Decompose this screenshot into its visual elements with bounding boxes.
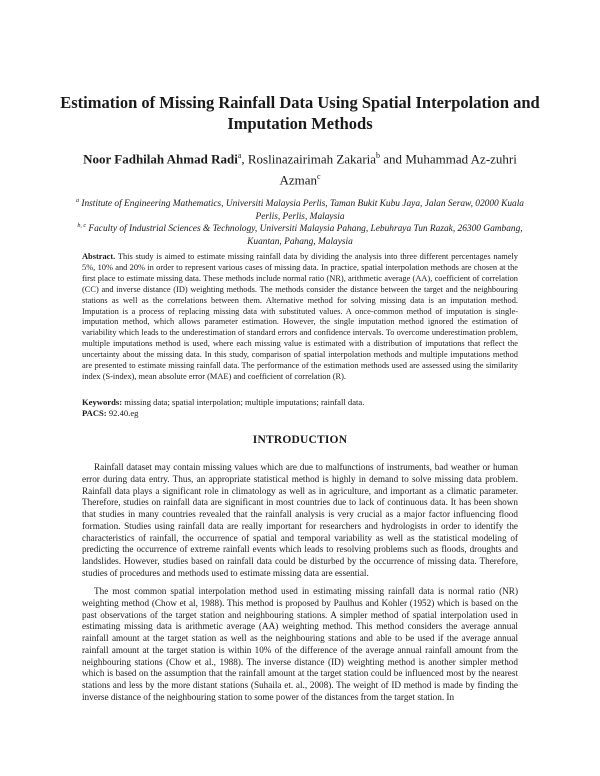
body-paragraph: The most common spatial interpolation method used in estimating missing rainfall data is normal ratio (NR) weighting method (Chow et al, 1988). This method is proposed by Paulhus and Kohler (1952) which is based on the past observations of the target station and neighbouring stations. A simpler method of spatial interpolation used in estimating missing data is arithmetic average (AA) weighting method. This method considers the average annual rainfall amount at the target station as well as the neighbouring stations and able to be used if the average annual rainfall amount at the target station is within 10% of the difference of the average annual rainfall amount from the neighbouring stations (Chow et al., 1988). The inverse distance (ID) weighting method is another simpler method which is based on the assumption that the rainfall amount at the target station could be influenced most by the nearest stations and less by the more distant stations (Suhaila et. al., 2008). The weight of ID method is made by finding the inverse distance of the neighbouring station to some power of the distances from the target station. In bbox=[82, 586, 518, 702]
abstract bbox=[82, 252, 518, 383]
keywords bbox=[82, 397, 518, 408]
author-name: Noor Fadhilah Ahmad Radi bbox=[83, 151, 238, 167]
author-superscript: c bbox=[316, 172, 321, 182]
author-superscript: b bbox=[376, 151, 381, 160]
pacs-label: PACS: bbox=[82, 408, 107, 418]
pacs bbox=[82, 408, 518, 419]
section-heading: INTRODUCTION bbox=[252, 434, 348, 446]
author-superscript: a bbox=[237, 151, 242, 160]
author-separator: , bbox=[241, 151, 248, 167]
affiliation-superscript: a bbox=[75, 198, 79, 204]
body-paragraph: Rainfall dataset may contain missing values which are due to malfunctions of instruments, bad weather or human error during data entry. Thus, an appropriate statistical method is highly in demand to solve missing data problem. Rainfall data plays a significant role in climatology as well as in agriculture, and important as a climatic parameter. Therefore, studies on rainfall data are significant in most countries due to lack of continuous data. It has been shown that studies in many countries revealed that the rainfall analysis is very crucial as a major factor influencing flood formation. Studies using rainfall data are really important for researchers and hydrologists in order to identify the characteristics of rainfall, the occurrence of spatial and temporal variability as well as the statistical modeling of predicting the occurrence of extreme rainfall events which leads to resolving problems such as floods, droughts and landslides. However, studies based on rainfall data could be disturbed by the occurrence of missing data. Therefore, studies of procedures and methods used to estimate missing data are essential. bbox=[82, 462, 518, 578]
affiliation-text: Faculty of Industrial Sciences & Technology, Universiti Malaysia Pahang, Lebuhraya Tun Razak, 26300 Gambang, Kuantan, Pahang, Malaysia bbox=[88, 224, 523, 247]
abstract-label: Abstract. bbox=[82, 252, 116, 261]
author-name: Muhammad Az-zuhri Azman bbox=[279, 151, 517, 188]
pacs-text: 92.40.eg bbox=[108, 408, 139, 418]
keywords-text: missing data; spatial interpolation; multiple imputations; rainfall data. bbox=[124, 397, 365, 407]
affiliation-text: Institute of Engineering Mathematics, Universiti Malaysia Perlis, Taman Bukit Kubu Jaya, Jalan Seraw, 02000 Kuala Perlis, Perlis, Malaysia bbox=[81, 199, 524, 222]
paper-title: Estimation of Missing Rainfall Data Using Spatial Interpolation and Imputation Methods bbox=[60, 93, 540, 133]
author-name: Roslinazairimah Zakaria bbox=[247, 151, 377, 167]
author-separator: and bbox=[380, 151, 406, 167]
author-list bbox=[80, 147, 520, 190]
keywords-label: Keywords: bbox=[82, 397, 123, 407]
abstract-text: This study is aimed to estimate missing rainfall data by dividing the analysis into three different percentages namely 5%, 10% and 20% in order to represent various cases of missing data. In practice, spatial interpolation methods are chosen at the first place to estimate missing data. These methods include normal ratio (NR), arithmetic average (AA), coefficient of correlation (CC) and inverse distance (ID) weighting methods. The methods consider the distance between the target and the neighbouring stations as well as the correlations between them. Alternative method for solving missing data is an imputation method. Imputation is a process of replacing missing data with substituted values. A once-common method of imputation is single-imputation method, which allows parameter estimation. However, the single imputation method ignored the estimation of variability which leads to the underestimation of standard errors and confidence intervals. To overcome underestimation problem, multiple imputations method is used, where each missing value is estimated with a distribution of imputations that reflect the uncertainty about the missing data. In this study, comparison of spatial interpolation methods and multiple imputations method are presented to estimate missing rainfall data. The performance of the estimation methods used are assessed using the similarity index (S-index), mean absolute error (MAE) and coefficient of correlation (R). bbox=[82, 252, 518, 381]
affiliation-superscript: b, c bbox=[77, 223, 87, 229]
affiliation bbox=[70, 195, 530, 223]
affiliation bbox=[70, 220, 530, 248]
